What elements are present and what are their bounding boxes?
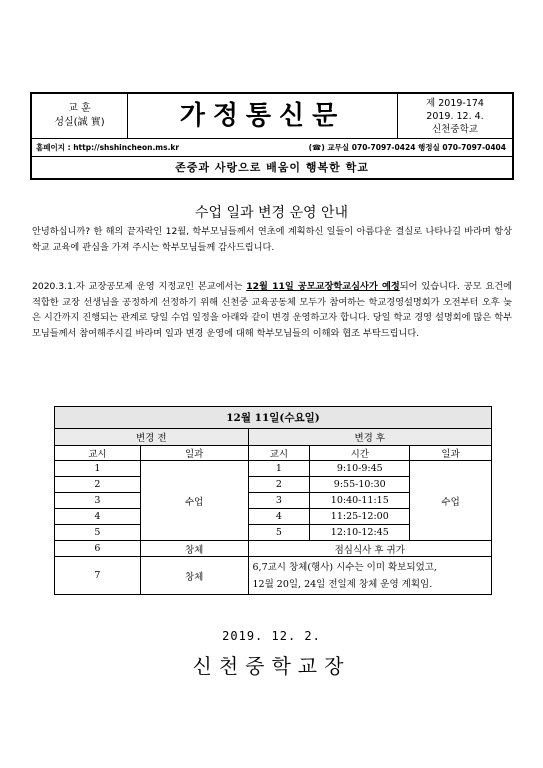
homepage <box>36 139 179 157</box>
note-line-2: 12월 20일, 24일 전일제 창체 운영 계획임. <box>252 578 433 590</box>
notice-paragraph <box>32 279 512 341</box>
homepage-label: 홈페이지 : <box>36 143 71 152</box>
after-time: 9:10-9:45 <box>310 461 410 477</box>
after-label: 변경 후 <box>248 429 492 446</box>
before-subject-class: 수업 <box>140 461 248 541</box>
school-slogan: 존중과 사랑으로 배움이 행복한 학교 <box>175 161 369 174</box>
table-row <box>55 461 492 477</box>
before-period: 7 <box>55 557 141 595</box>
greeting-paragraph: 안녕하십니까? 한 해의 끝자락인 12월, 학부모님들께서 연초에 계획하신 일들이 아름다운 결실로 나타나길 바라며 항상 학교 교육에 관심을 가져 주시는 학부모님들께 감사드립니다. <box>32 226 512 253</box>
before-label: 변경 전 <box>55 429 249 446</box>
table-row <box>55 557 492 595</box>
col-before-period: 교시 <box>55 446 141 461</box>
after-period: 2 <box>248 477 310 493</box>
col-after-subject: 일과 <box>410 446 492 461</box>
issue-date: 2019. 12. 4. <box>426 111 484 122</box>
col-after-period: 교시 <box>248 446 310 461</box>
notice-text-end: 되어 있습니다. 공모 요건에 적합한 교장 선생님을 공정하게 선정하기 위해 신천중 교육공동체 모두가 참여하는 학교경영설명회가 오전부터 오후 늦은 시간까지 진행되는 관계로 당일 수업 일정을 아래와 같이 변경 운영하고자 합니다. 당일 학교 경영 설명회에 많은 학부모님들께서 참여해주시길 바라며 일과 변경 운영에 대해 학부모님들의 이해와 협조 부탁드립니다. <box>32 281 512 339</box>
after-note <box>248 557 492 595</box>
after-period: 1 <box>248 461 310 477</box>
after-period: 3 <box>248 493 310 509</box>
issue-number: 제 2019-174 <box>426 98 484 109</box>
after-time: 11:25-12:00 <box>310 509 410 525</box>
school-motto <box>32 94 128 139</box>
table-row <box>55 541 492 557</box>
before-subject: 창체 <box>140 541 248 557</box>
after-period: 5 <box>248 525 310 541</box>
before-period: 3 <box>55 493 141 509</box>
newsletter-title: 가정통신문 <box>128 94 398 139</box>
school-name: 신천중학교 <box>432 124 478 135</box>
before-period: 5 <box>55 525 141 541</box>
homepage-url[interactable]: http://shshincheon.ms.kr <box>73 143 180 152</box>
before-period: 6 <box>55 541 141 557</box>
after-time: 10:40-11:15 <box>310 493 410 509</box>
motto-value: 성실(誠 實) <box>54 117 105 128</box>
notice-text-start: 2020.3.1.자 교장공모제 운영 지정교인 본교에서는 <box>32 281 247 292</box>
after-time: 9:55-10:30 <box>310 477 410 493</box>
schedule-heading: 12월 11일(수요일) <box>55 407 492 429</box>
before-subject: 창체 <box>140 557 248 595</box>
issue-date-footer: 2019. 12. 2. <box>222 629 321 643</box>
before-period: 4 <box>55 509 141 525</box>
section-row <box>55 429 492 446</box>
after-period: 4 <box>248 509 310 525</box>
principal-signature: 신천중학교장 <box>192 654 351 678</box>
before-period: 2 <box>55 477 141 493</box>
header-contact-row <box>32 139 512 157</box>
motto-label: 교 훈 <box>68 103 91 114</box>
col-after-time: 시간 <box>310 446 410 461</box>
schedule-heading-row <box>55 407 492 429</box>
before-period: 1 <box>55 461 141 477</box>
column-header-row <box>55 446 492 461</box>
after-time: 12:10-12:45 <box>310 525 410 541</box>
issue-info <box>398 94 512 139</box>
newsletter-header <box>30 92 514 180</box>
header-title-row <box>32 94 512 139</box>
col-before-subject: 일과 <box>140 446 248 461</box>
note-line-1: 6,7교시 창체(행사) 시수는 이미 확보되었고, <box>252 561 437 573</box>
after-subject-class: 수업 <box>410 461 492 541</box>
contact-phone: (☎) 교무실 070-7097-0424 행정실 070-7097-0404 <box>308 143 506 152</box>
document-title: 수업 일과 변경 운영 안내 <box>194 205 349 221</box>
schedule-table <box>54 406 492 595</box>
after-lunch-dismissal: 점심식사 후 귀가 <box>248 541 492 557</box>
notice-emphasis: 12월 11일 공모교장학교심사가 예정 <box>246 281 400 292</box>
